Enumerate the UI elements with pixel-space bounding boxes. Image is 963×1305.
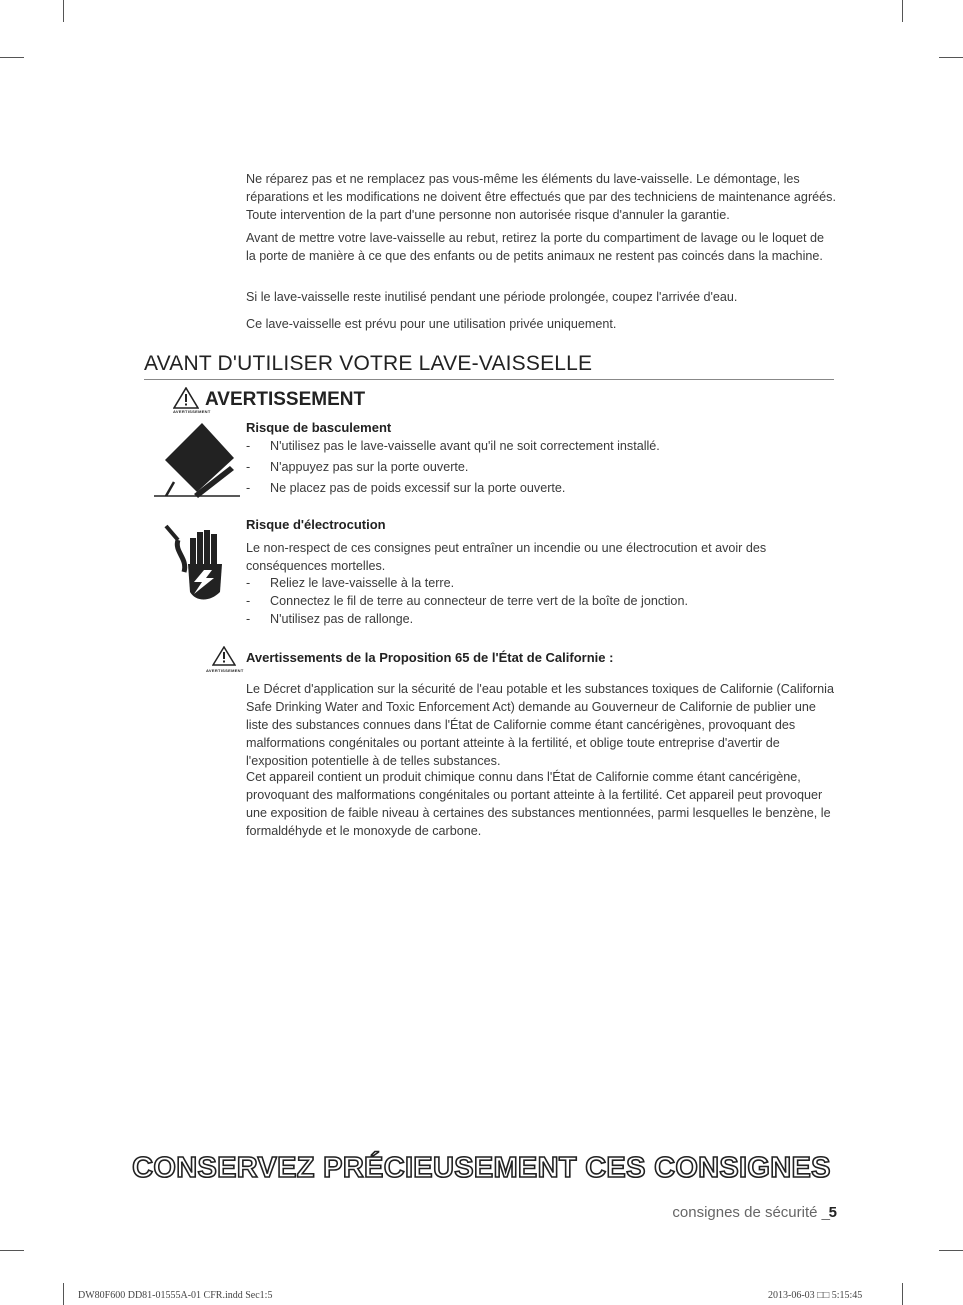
tip-over-item: - N'utilisez pas le lave-vaisselle avant qu'il ne soit correctement installé. [246,439,660,453]
warning-title: AVERTISSEMENT [205,389,366,410]
crop-mark [902,0,903,22]
section-title: AVANT D'UTILISER VOTRE LAVE-VAISSELLE [144,352,593,375]
tip-over-icon [152,420,242,500]
intro-paragraph: Avant de mettre votre lave-vaisselle au rebut, retirez la porte du compartiment de lavage ou le loquet de la porte de manière à ce que des enfants ou de petits animaux ne restent pas coincés dans la machine. [246,231,825,263]
tip-over-title: Risque de basculement [246,420,392,435]
shock-title: Risque d'électrocution [246,517,386,532]
crop-mark [0,1250,24,1251]
intro-paragraph: Ce lave-vaisselle est prévu pour une utilisation privée uniquement. [246,317,617,331]
tip-over-item: - N'appuyez pas sur la porte ouverte. [246,460,469,474]
shock-item: - N'utilisez pas de rallonge. [246,612,414,626]
warning-triangle-icon [173,387,199,409]
warning-small-label: AVERTISSEMENT [173,409,211,414]
intro-paragraph: Ne réparez pas et ne remplacez pas vous-même les éléments du lave-vaisselle. Le démontage, les réparations et les modifications ne doivent être effectués que par des techniciens de maintenance agréés. Toute intervention de la part d'une personne non autorisée risque d'annuler la garantie. [246,172,836,222]
prop65-paragraph: Le Décret d'application sur la sécurité de l'eau potable et les substances toxiques de Californie (California Safe Drinking Water and Toxic Enforcement Act) demande au Gouverneur de Californie de publier une liste des substances connues dans l'État de Californie comme étant cancérigènes, provoquant des malformations congénitales ou portant atteinte à la fertilité, et oblige toute entreprise d'avertir de l'exposition potentielle à de telles substances. [246,682,834,768]
shock-item: - Reliez le lave-vaisselle à la terre. [246,576,455,590]
print-slug-left: DW80F600 DD81-01555A-01 CFR.indd Sec1:5 [78,1290,273,1301]
print-slug-right: 2013-06-03 □□ 5:15:45 [768,1290,863,1301]
warning-triangle-icon [212,646,236,666]
intro-paragraph: Si le lave-vaisselle reste inutilisé pendant une période prolongée, coupez l'arrivée d'eau. [246,290,738,304]
section-divider [144,379,834,380]
crop-mark [939,57,963,58]
page-number: 5 [828,1204,837,1221]
crop-mark [63,1283,64,1305]
prop65-paragraph: Cet appareil contient un produit chimique connu dans l'État de Californie comme étant cancérigène, provoquant des malformations congénitales ou portant atteinte à la fertilité. Cet appareil peut provoquer une exposition de faible niveau à certaines des substances mentionnées, parmi lesquelles le benzène, le formaldéhyde et le monoxyde de carbone. [246,770,831,838]
prop65-small-label: AVERTISSEMENT [206,668,244,673]
electric-shock-icon [164,522,230,604]
shock-item: - Connectez le fil de terre au connecteur de terre vert de la boîte de jonction. [246,594,688,608]
shock-paragraph: Le non-respect de ces consignes peut entraîner un incendie ou une électrocution et avoir des conséquences mortelles. [246,541,767,573]
crop-mark [63,0,64,22]
footer-section-label: consignes de sécurité _ [672,1204,830,1221]
crop-mark [902,1283,903,1305]
crop-mark [939,1250,963,1251]
prop65-title: Avertissements de la Proposition 65 de l'État de Californie : [246,650,614,665]
crop-mark [0,57,24,58]
final-notice: CONSERVEZ PRÉCIEUSEMENT CES CONSIGNES [132,1152,831,1184]
tip-over-item: - Ne placez pas de poids excessif sur la porte ouverte. [246,481,566,495]
